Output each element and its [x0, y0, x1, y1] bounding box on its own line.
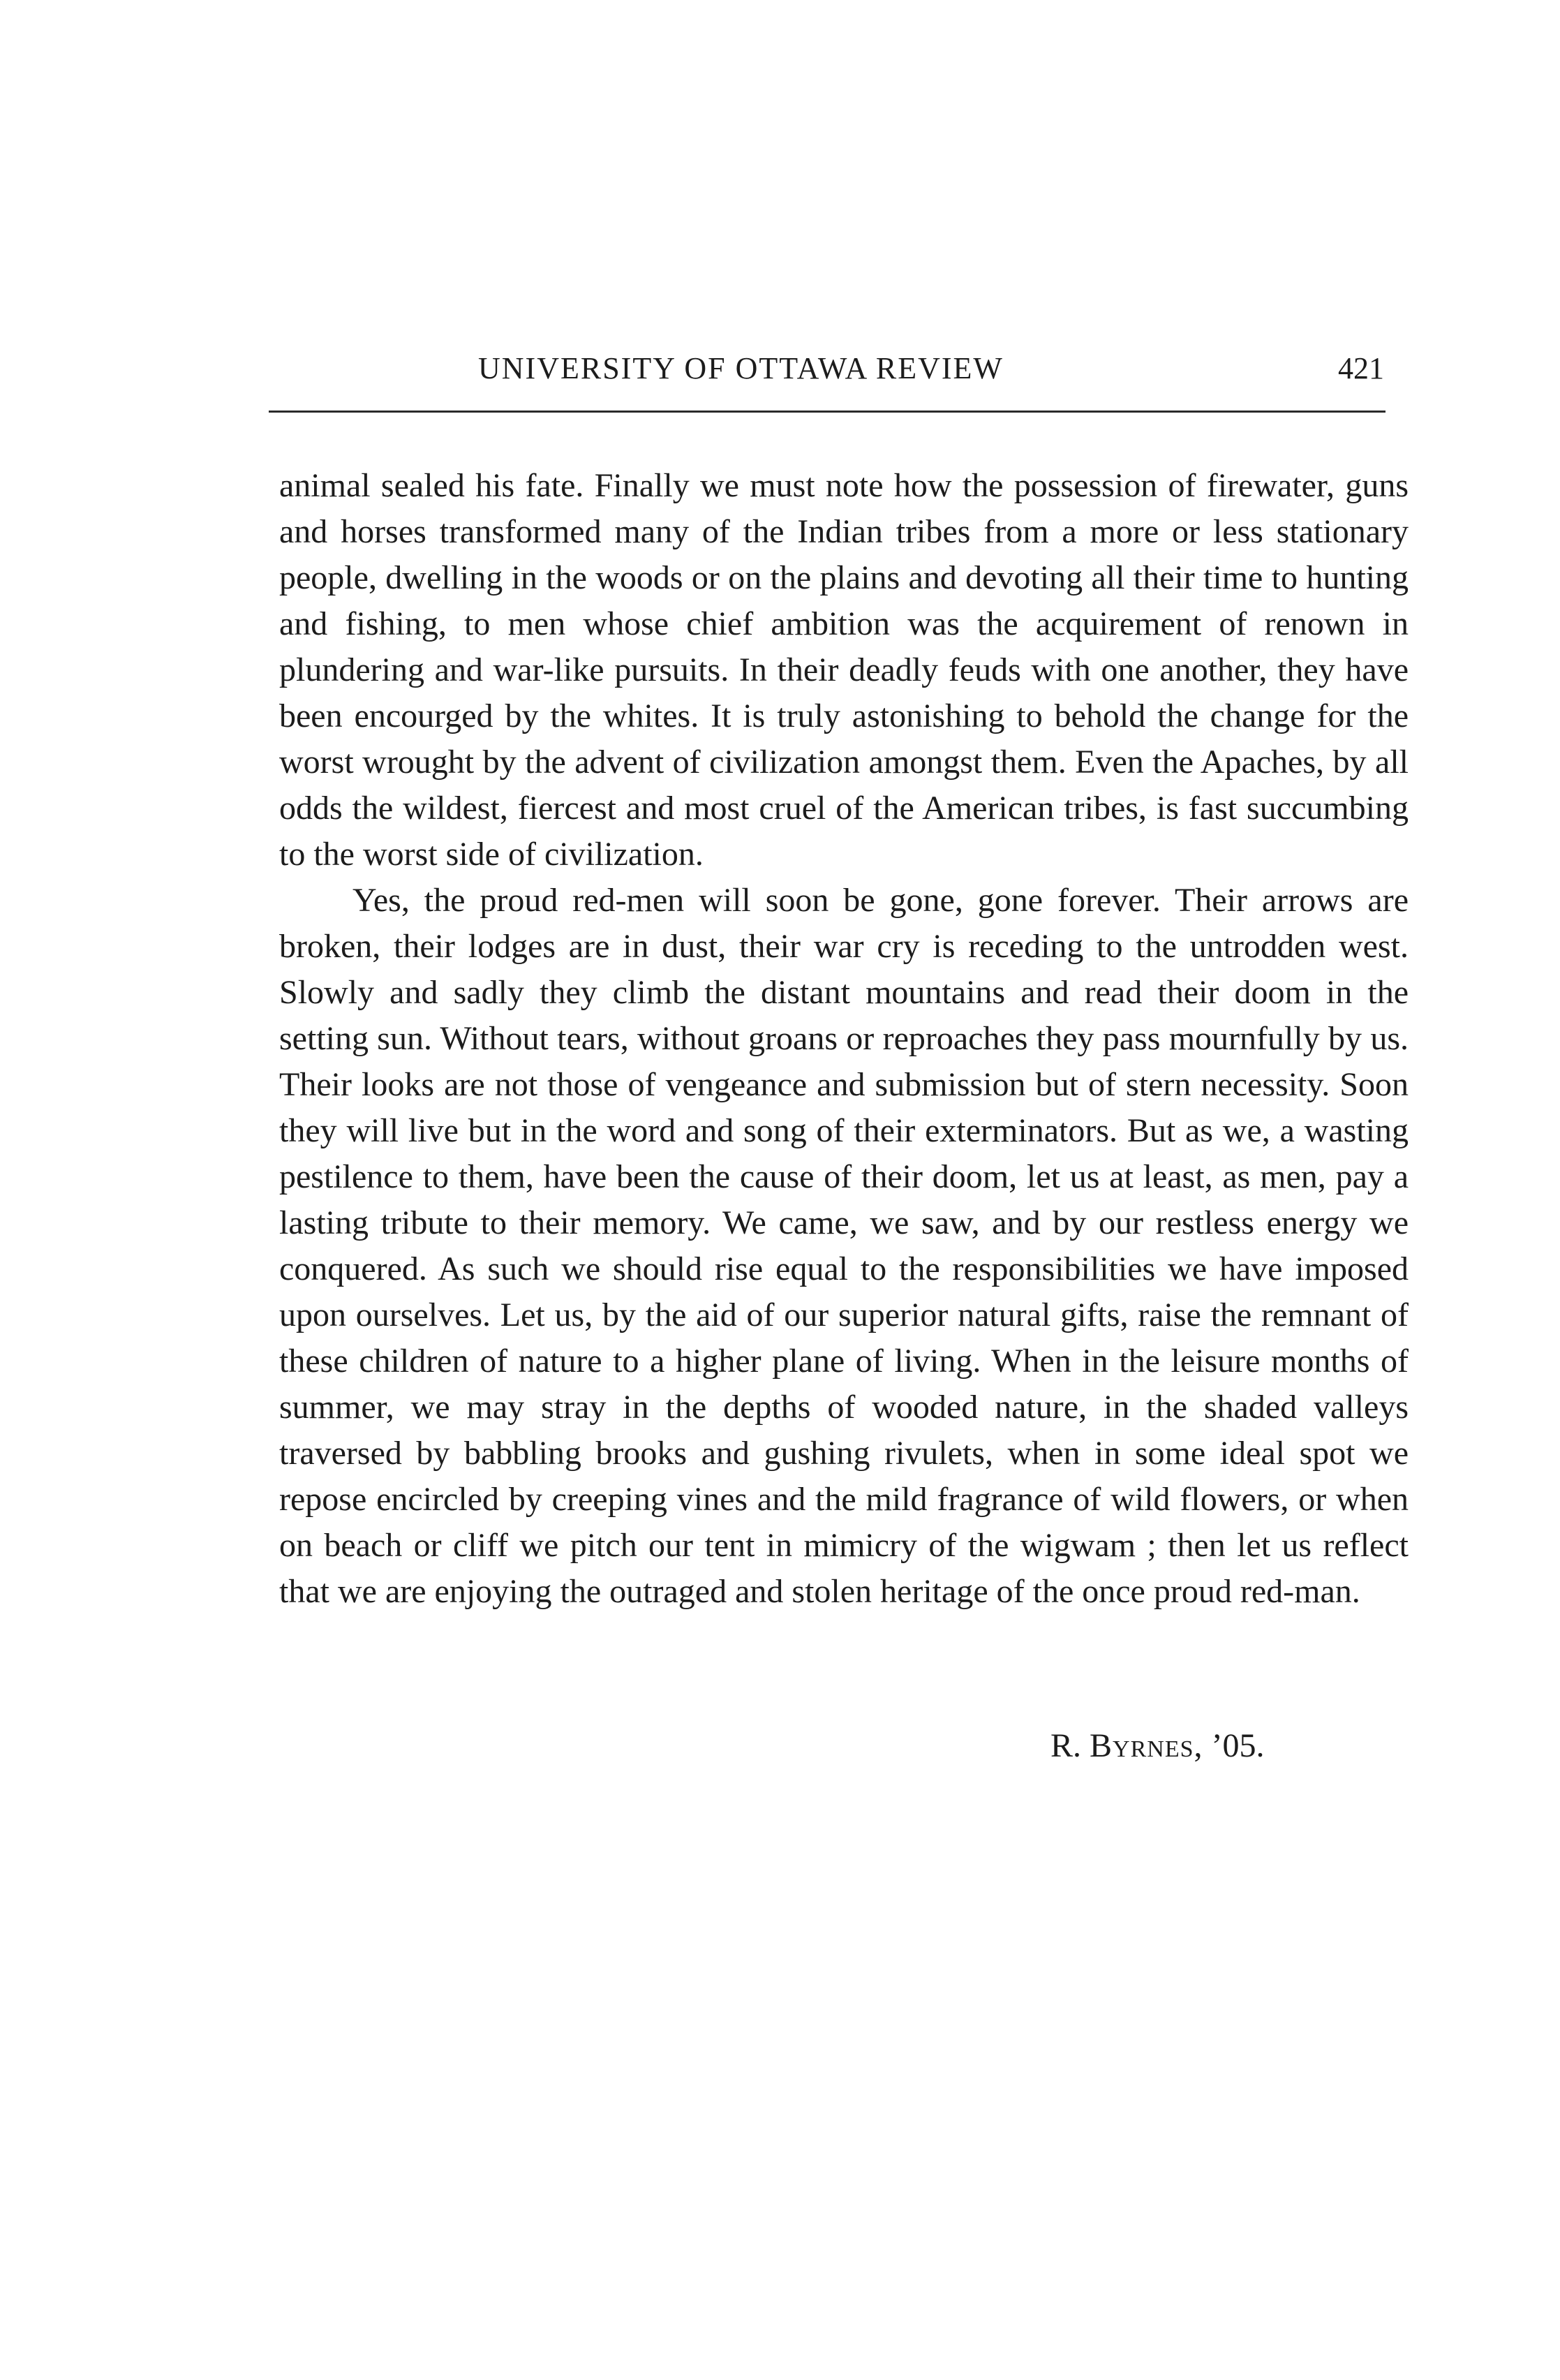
article-body	[279, 463, 1409, 1615]
signature-initial: R.	[1050, 1727, 1082, 1764]
author-signature	[1050, 1723, 1264, 1769]
paragraph-continued: animal sealed his fate. Finally we must note how the possession of firewater, guns and horses transformed many of the Indian tribes from a more or less stationary people, dwelling in the woods or on the plains and devoting all their time to hunting and fishing, to men whose chief ambition was the acquirement of renown in plundering and war-like pursuits. In their deadly feuds with one another, they have been encourged by the whites. It is truly astonishing to behold the change for the worst wrought by the advent of civilization amongst them. Even the Apaches, by all odds the wildest, fiercest and most cruel of the American tribes, is fast succumbing to the worst side of civilization.	[279, 467, 1409, 873]
header-rule	[269, 411, 1386, 413]
page-number: 421	[1338, 351, 1384, 385]
running-head	[269, 348, 1386, 390]
signature-surname: Byrnes,	[1090, 1727, 1203, 1764]
signature-year: ’05.	[1211, 1727, 1265, 1764]
journal-title: UNIVERSITY OF OTTAWA REVIEW	[478, 351, 1004, 385]
paragraph-closing: Yes, the proud red-men will soon be gone, gone forever. Their arrows are broken, their lodges are in dust, their war cry is receding to the untrodden west. Slowly and sadly they climb the distant mountains and read their doom in the setting sun. Without tears, without groans or reproaches they pass mournfully by us. Their looks are not those of vengeance and submission but of stern necessity. Soon they will live but in the word and song of their exterminators. But as we, a wasting pestilence to them, have been the cause of their doom, let us at least, as men, pay a lasting tribute to their memory. We came, we saw, and by our restless energy we conquered. As such we should rise equal to the responsibilities we have imposed upon ourselves. Let us, by the aid of our superior natural gifts, raise the remnant of these children of nature to a higher plane of living. When in the leisure months of summer, we may stray in the depths of wooded nature, in the shaded valleys traversed by babbling brooks and gushing rivulets, when in some ideal spot we repose encircled by creeping vines and the mild fragrance of wild flowers, or when on beach or cliff we pitch our tent in mimicry of the wigwam ; then let us reflect that we are enjoying the outraged and stolen heritage of the once proud red-man.	[279, 882, 1409, 1610]
